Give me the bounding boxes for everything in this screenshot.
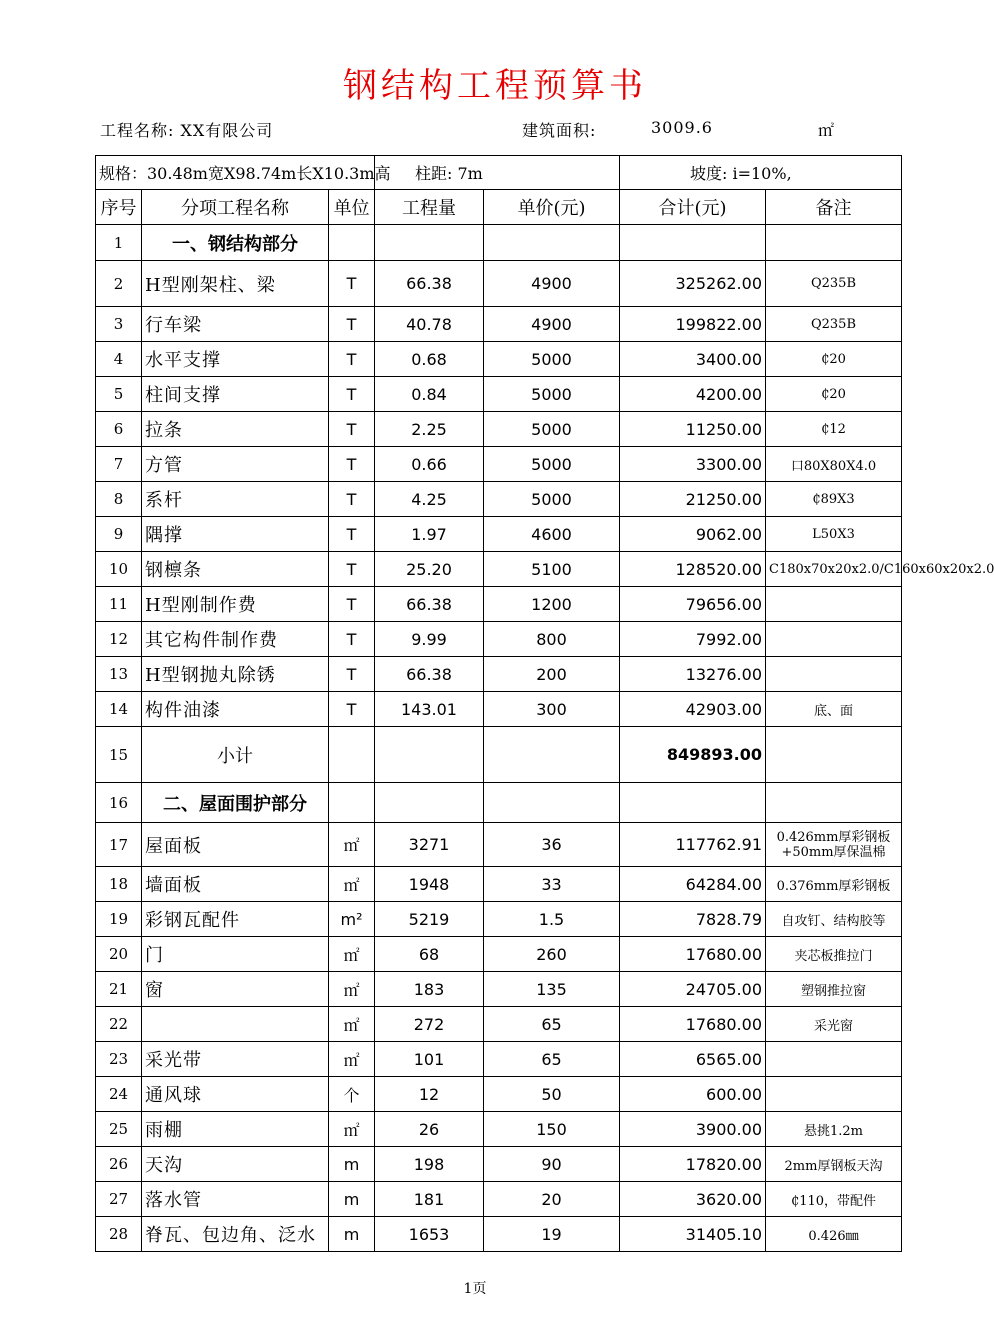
item-unit	[329, 727, 375, 783]
item-unit-price: 800	[484, 622, 620, 657]
header-total: 合计(元)	[620, 190, 766, 225]
item-total: 3400.00	[620, 342, 766, 377]
item-total: 17820.00	[620, 1147, 766, 1182]
row-number: 28	[96, 1217, 142, 1252]
item-total: 3300.00	[620, 447, 766, 482]
item-name: 脊瓦、包边角、泛水	[142, 1217, 329, 1252]
item-name: 方管	[142, 447, 329, 482]
item-unit	[329, 225, 375, 261]
item-unit: ㎡	[329, 1042, 375, 1077]
header-price: 单价(元)	[484, 190, 620, 225]
table-row	[96, 1112, 902, 1147]
table-row	[96, 1147, 902, 1182]
item-unit: T	[329, 517, 375, 552]
item-note: ₵89X3	[766, 482, 902, 517]
item-unit: ㎡	[329, 1112, 375, 1147]
item-note	[766, 1042, 902, 1077]
item-note	[766, 657, 902, 692]
item-unit: T	[329, 552, 375, 587]
table-row	[96, 377, 902, 412]
item-unit-price: 4900	[484, 307, 620, 342]
row-number: 19	[96, 902, 142, 937]
item-unit: T	[329, 657, 375, 692]
item-unit-price: 5000	[484, 412, 620, 447]
item-unit-price: 200	[484, 657, 620, 692]
item-unit: T	[329, 377, 375, 412]
item-name: 小计	[142, 727, 329, 783]
spec-text: 规格：30.48m宽X98.74m长X10.3m高	[96, 156, 375, 190]
item-unit: T	[329, 261, 375, 307]
item-unit-price: 5000	[484, 342, 620, 377]
item-unit-price: 1200	[484, 587, 620, 622]
item-total: 3900.00	[620, 1112, 766, 1147]
area-unit: ㎡	[818, 121, 836, 140]
table-row	[96, 482, 902, 517]
table-row	[96, 587, 902, 622]
item-note: 采光窗	[766, 1007, 902, 1042]
item-name: 钢檩条	[142, 552, 329, 587]
table-row	[96, 1077, 902, 1112]
row-number: 27	[96, 1182, 142, 1217]
item-quantity: 3271	[375, 823, 484, 867]
item-unit-price: 5000	[484, 377, 620, 412]
item-note: 2mm厚钢板天沟	[766, 1147, 902, 1182]
item-unit-price: 36	[484, 823, 620, 867]
item-quantity: 198	[375, 1147, 484, 1182]
row-number: 8	[96, 482, 142, 517]
item-quantity: 12	[375, 1077, 484, 1112]
item-unit-price: 150	[484, 1112, 620, 1147]
row-number: 25	[96, 1112, 142, 1147]
item-unit-price	[484, 727, 620, 783]
row-number: 12	[96, 622, 142, 657]
item-name: 拉条	[142, 412, 329, 447]
item-quantity: 40.78	[375, 307, 484, 342]
table-row	[96, 342, 902, 377]
item-note: ₵20	[766, 377, 902, 412]
item-name: 水平支撑	[142, 342, 329, 377]
header-row	[96, 190, 902, 225]
item-quantity: 9.99	[375, 622, 484, 657]
table-row	[96, 972, 902, 1007]
row-number: 4	[96, 342, 142, 377]
spec-slope: 坡度: i=10%,	[620, 156, 902, 190]
item-total: 31405.10	[620, 1217, 766, 1252]
item-quantity: 1.97	[375, 517, 484, 552]
table-row	[96, 783, 902, 823]
item-unit: ㎡	[329, 867, 375, 902]
item-quantity: 1948	[375, 867, 484, 902]
document-title: 钢结构工程预算书	[343, 66, 647, 106]
item-note: 底、面	[766, 692, 902, 727]
table-row	[96, 1042, 902, 1077]
row-number: 23	[96, 1042, 142, 1077]
item-unit-price: 5000	[484, 447, 620, 482]
item-unit: m	[329, 1217, 375, 1252]
row-number: 20	[96, 937, 142, 972]
row-number: 17	[96, 823, 142, 867]
item-name: 雨棚	[142, 1112, 329, 1147]
item-note	[766, 225, 902, 261]
item-note	[766, 622, 902, 657]
item-unit-price	[484, 783, 620, 823]
table-row	[96, 447, 902, 482]
row-number: 14	[96, 692, 142, 727]
item-unit-price: 135	[484, 972, 620, 1007]
item-note: 口80X80X4.0	[766, 447, 902, 482]
row-number: 2	[96, 261, 142, 307]
item-unit: ㎡	[329, 1007, 375, 1042]
table-row	[96, 657, 902, 692]
item-total: 7828.79	[620, 902, 766, 937]
item-unit: T	[329, 342, 375, 377]
table-row	[96, 517, 902, 552]
item-note: C180x70x20x2.0/C160x60x20x2.0	[766, 552, 902, 587]
item-unit-price: 65	[484, 1042, 620, 1077]
item-unit: 个	[329, 1077, 375, 1112]
item-total	[620, 783, 766, 823]
item-quantity: 68	[375, 937, 484, 972]
budget-table	[95, 155, 994, 1252]
item-total: 79656.00	[620, 587, 766, 622]
item-unit-price: 90	[484, 1147, 620, 1182]
item-name: 屋面板	[142, 823, 329, 867]
table-row	[96, 261, 902, 307]
project-name: 工程名称: XX有限公司	[100, 121, 274, 140]
table-row	[96, 1007, 902, 1042]
item-quantity: 0.66	[375, 447, 484, 482]
item-unit-price: 5000	[484, 482, 620, 517]
item-unit: T	[329, 447, 375, 482]
item-total: 600.00	[620, 1077, 766, 1112]
item-total	[620, 225, 766, 261]
item-total: 199822.00	[620, 307, 766, 342]
item-quantity: 143.01	[375, 692, 484, 727]
item-unit: ㎡	[329, 823, 375, 867]
item-total: 7992.00	[620, 622, 766, 657]
item-name: 落水管	[142, 1182, 329, 1217]
item-note: ₵12	[766, 412, 902, 447]
item-note: Q235B	[766, 261, 902, 307]
item-name: 柱间支撑	[142, 377, 329, 412]
item-quantity: 0.68	[375, 342, 484, 377]
item-total: 849893.00	[620, 727, 766, 783]
item-total: 21250.00	[620, 482, 766, 517]
item-quantity	[375, 727, 484, 783]
item-name: 一、钢结构部分	[142, 225, 329, 261]
item-total: 9062.00	[620, 517, 766, 552]
item-quantity: 25.20	[375, 552, 484, 587]
item-total: 6565.00	[620, 1042, 766, 1077]
item-total: 4200.00	[620, 377, 766, 412]
item-quantity	[375, 225, 484, 261]
item-unit: ㎡	[329, 937, 375, 972]
row-number: 22	[96, 1007, 142, 1042]
item-quantity: 2.25	[375, 412, 484, 447]
item-total: 42903.00	[620, 692, 766, 727]
header-qty: 工程量	[375, 190, 484, 225]
row-number: 7	[96, 447, 142, 482]
table-row	[96, 412, 902, 447]
table-row	[96, 692, 902, 727]
row-number: 11	[96, 587, 142, 622]
item-unit-price: 4600	[484, 517, 620, 552]
item-name: 通风球	[142, 1077, 329, 1112]
table-row	[96, 622, 902, 657]
header-unit: 单位	[329, 190, 375, 225]
row-number: 1	[96, 225, 142, 261]
item-name	[142, 1007, 329, 1042]
item-unit-price: 65	[484, 1007, 620, 1042]
item-name: 墙面板	[142, 867, 329, 902]
header-note: 备注	[766, 190, 902, 225]
item-quantity: 183	[375, 972, 484, 1007]
item-unit-price: 20	[484, 1182, 620, 1217]
item-unit: T	[329, 622, 375, 657]
table-row	[96, 727, 902, 783]
item-unit-price: 33	[484, 867, 620, 902]
item-unit	[329, 783, 375, 823]
item-quantity: 101	[375, 1042, 484, 1077]
row-number: 24	[96, 1077, 142, 1112]
item-unit-price: 50	[484, 1077, 620, 1112]
item-unit: T	[329, 412, 375, 447]
item-name: 其它构件制作费	[142, 622, 329, 657]
item-quantity: 181	[375, 1182, 484, 1217]
item-unit: m	[329, 1147, 375, 1182]
item-unit-price: 4900	[484, 261, 620, 307]
item-note: ₵20	[766, 342, 902, 377]
spec-row	[96, 156, 902, 190]
item-name: H型钢抛丸除锈	[142, 657, 329, 692]
row-number: 15	[96, 727, 142, 783]
item-name: H型刚架柱、梁	[142, 261, 329, 307]
item-quantity: 5219	[375, 902, 484, 937]
item-unit: T	[329, 587, 375, 622]
item-note: 自攻钉、结构胶等	[766, 902, 902, 937]
item-total: 117762.91	[620, 823, 766, 867]
item-quantity: 4.25	[375, 482, 484, 517]
item-name: 构件油漆	[142, 692, 329, 727]
row-number: 3	[96, 307, 142, 342]
table-row	[96, 552, 902, 587]
item-unit-price: 260	[484, 937, 620, 972]
item-quantity: 272	[375, 1007, 484, 1042]
item-total: 325262.00	[620, 261, 766, 307]
item-total: 17680.00	[620, 1007, 766, 1042]
table-row	[96, 307, 902, 342]
item-total: 11250.00	[620, 412, 766, 447]
item-unit: m²	[329, 902, 375, 937]
row-number: 5	[96, 377, 142, 412]
row-number: 13	[96, 657, 142, 692]
header-no: 序号	[96, 190, 142, 225]
item-unit-price: 19	[484, 1217, 620, 1252]
row-number: 9	[96, 517, 142, 552]
item-unit-price: 5100	[484, 552, 620, 587]
row-number: 26	[96, 1147, 142, 1182]
item-note	[766, 727, 902, 783]
page-footer: 1页	[463, 1281, 487, 1297]
item-name: 二、屋面围护部分	[142, 783, 329, 823]
row-number: 6	[96, 412, 142, 447]
item-unit: T	[329, 482, 375, 517]
table-row	[96, 867, 902, 902]
item-name: 彩钢瓦配件	[142, 902, 329, 937]
item-total: 17680.00	[620, 937, 766, 972]
item-name: H型刚制作费	[142, 587, 329, 622]
item-quantity: 66.38	[375, 657, 484, 692]
item-total: 3620.00	[620, 1182, 766, 1217]
table-row	[96, 902, 902, 937]
item-unit: m	[329, 1182, 375, 1217]
item-name: 天沟	[142, 1147, 329, 1182]
item-quantity: 66.38	[375, 587, 484, 622]
row-number: 10	[96, 552, 142, 587]
item-note: ₵110，带配件	[766, 1182, 902, 1217]
table-row	[96, 1217, 902, 1252]
area-label: 建筑面积:	[522, 121, 597, 140]
row-number: 21	[96, 972, 142, 1007]
item-quantity: 26	[375, 1112, 484, 1147]
item-unit: T	[329, 692, 375, 727]
item-total: 64284.00	[620, 867, 766, 902]
item-note: 夹芯板推拉门	[766, 937, 902, 972]
item-unit-price: 300	[484, 692, 620, 727]
item-quantity: 1653	[375, 1217, 484, 1252]
item-total: 24705.00	[620, 972, 766, 1007]
item-total: 13276.00	[620, 657, 766, 692]
item-name: 系杆	[142, 482, 329, 517]
item-note	[766, 1077, 902, 1112]
item-name: 行车梁	[142, 307, 329, 342]
item-note	[766, 587, 902, 622]
item-name: 门	[142, 937, 329, 972]
item-quantity: 66.38	[375, 261, 484, 307]
item-note: Q235B	[766, 307, 902, 342]
spec-span: 柱距: 7m	[375, 156, 620, 190]
item-note: 0.426mm厚彩钢板+50mm厚保温棉	[766, 823, 902, 867]
item-name: 窗	[142, 972, 329, 1007]
item-note: 悬挑1.2m	[766, 1112, 902, 1147]
row-number: 18	[96, 867, 142, 902]
item-unit-price: 1.5	[484, 902, 620, 937]
table-row	[96, 937, 902, 972]
table-row	[96, 1182, 902, 1217]
item-note: 0.376mm厚彩钢板	[766, 867, 902, 902]
item-note: 0.426㎜	[766, 1217, 902, 1252]
item-unit-price	[484, 225, 620, 261]
item-total: 128520.00	[620, 552, 766, 587]
item-quantity: 0.84	[375, 377, 484, 412]
area-value: 3009.6	[651, 118, 713, 137]
item-unit: ㎡	[329, 972, 375, 1007]
header-name: 分项工程名称	[142, 190, 329, 225]
item-quantity	[375, 783, 484, 823]
item-unit: T	[329, 307, 375, 342]
row-number: 16	[96, 783, 142, 823]
table-row	[96, 823, 902, 867]
item-name: 隅撑	[142, 517, 329, 552]
item-note	[766, 783, 902, 823]
item-name: 采光带	[142, 1042, 329, 1077]
item-note: 塑钢推拉窗	[766, 972, 902, 1007]
table-row	[96, 225, 902, 261]
item-note: L50X3	[766, 517, 902, 552]
